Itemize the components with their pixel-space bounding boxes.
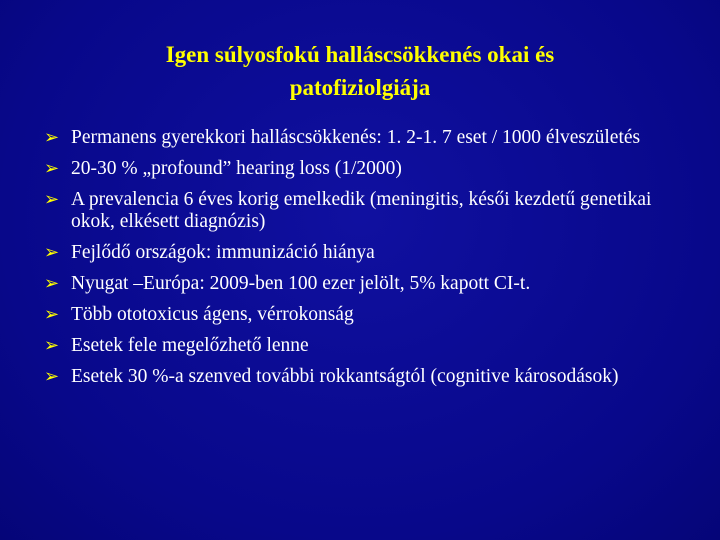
arrow-right-icon: ➢ xyxy=(44,334,60,356)
bullet-item xyxy=(44,335,684,357)
arrow-right-icon: ➢ xyxy=(44,127,60,148)
arrow-right-icon: ➢ xyxy=(44,189,60,210)
slide-title xyxy=(60,38,660,104)
title-line-1: Igen súlyosfokú halláscsökkenés okai és xyxy=(165,42,555,67)
bullet-text: Esetek 30 %-a szenved további rokkantságtól (cognitive károsodások) xyxy=(71,365,619,387)
bullet-item xyxy=(44,273,684,295)
bullet-text: Több ototoxicus ágens, vérrokonság xyxy=(71,303,354,325)
bullet-item xyxy=(44,189,684,232)
bullet-item xyxy=(44,366,684,388)
bullet-text: Fejlődő országok: immunizáció hiánya xyxy=(71,241,375,263)
arrow-right-icon: ➢ xyxy=(44,241,60,263)
title-line-2: patofiziolgiája xyxy=(289,75,431,100)
bullet-item xyxy=(44,304,684,326)
bullet-text: 20-30 % „profound” hearing loss (1/2000) xyxy=(71,158,402,179)
bullet-text: A prevalencia 6 éves korig emelkedik (meningitis, késői kezdetű genetikai okok, elkésett diagnózis) xyxy=(71,189,652,232)
bullet-text: Permanens gyerekkori halláscsökkenés: 1. 2-1. 7 eset / 1000 élveszületés xyxy=(71,127,641,148)
bullet-text: Esetek fele megelőzhető lenne xyxy=(71,334,309,356)
arrow-right-icon: ➢ xyxy=(44,365,60,387)
arrow-right-icon: ➢ xyxy=(44,272,60,294)
arrow-right-icon: ➢ xyxy=(44,303,60,325)
bullet-item xyxy=(44,127,684,149)
bullet-item xyxy=(44,242,684,264)
arrow-right-icon: ➢ xyxy=(44,158,60,179)
bullet-item xyxy=(44,158,684,180)
bullet-list xyxy=(44,127,684,397)
bullet-text: Nyugat –Európa: 2009-ben 100 ezer jelölt, 5% kapott CI-t. xyxy=(71,272,531,294)
